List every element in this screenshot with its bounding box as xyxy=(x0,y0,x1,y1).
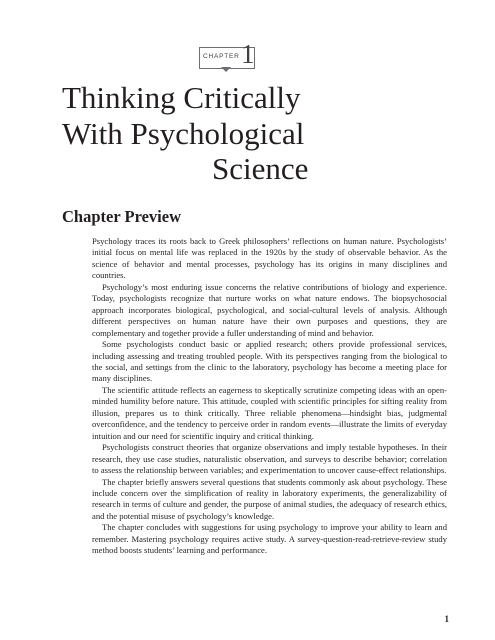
paragraph: Psychology’s most enduring issue concerns the relative contributions of biology and experience. Today, psychologists recognize that nurture works on what nature endows. The biopsychosocial approach incorporates biological, psychological, and social-cultural levels of analysis. Although different perspectives on human nature have their own purposes and questions, they are complementary and together provide a fuller understanding of mind and behavior. xyxy=(92,281,447,338)
paragraph: The scientific attitude reflects an eagerness to skeptically scrutinize competing ideas with an open-minded humility before nature. This attitude, coupled with scientific principles for sifting reality from illusion, prepares us to think critically. Three reliable phenomena—hindsight bias, judgmental overconfidence, and the tendency to perceive order in random events—illustrate the limits of everyday intuition and our need for scientific inquiry and critical thinking. xyxy=(92,384,447,441)
chapter-preview-body xyxy=(92,236,447,557)
chapter-tag xyxy=(199,39,257,71)
section-heading: Chapter Preview xyxy=(62,207,181,226)
paragraph: The chapter concludes with suggestions for using psychology to improve your ability to learn and remember. Mastering psychology requires active study. A survey-question-read-retrieve-review study method boosts students’ learning and performance. xyxy=(92,522,447,556)
chapter-title-line-1: Thinking Critically xyxy=(62,80,301,115)
page-number: 1 xyxy=(444,614,449,624)
paragraph: Psychologists construct theories that organize observations and imply testable hypotheses. In their research, they use case studies, naturalistic observation, and surveys to describe behavior; correlation to assess the relationship between variables; and experimentation to uncover cause-effect relationships. xyxy=(92,442,447,476)
paragraph: The chapter briefly answers several questions that students commonly ask about psychology. These include concern over the simplification of reality in laboratory experiments, the generalizability of research in terms of culture and gender, the purpose of animal studies, the adequacy of research ethics, and the potential misuse of psychology’s knowledge. xyxy=(92,476,447,521)
paragraph: Psychology traces its roots back to Greek philosophers’ reflections on human nature. Psychologists’ initial focus on mental life was replaced in the 1920s by the study of observable behavior. As the science of behavior and mental processes, psychology has its origins in many disciplines and countries. xyxy=(92,236,447,281)
paragraph: Some psychologists conduct basic or applied research; others provide professional services, including assessing and treating troubled people. With its perspectives ranging from the biological to the social, and settings from the clinic to the laboratory, psychology has become a meeting place for many disciplines. xyxy=(92,339,447,384)
chapter-tag-notch xyxy=(221,67,231,72)
chapter-title-line-3: Science xyxy=(212,151,309,186)
chapter-number: 1 xyxy=(241,39,255,69)
chapter-label: CHAPTER xyxy=(203,53,240,60)
chapter-title xyxy=(62,80,442,187)
chapter-title-line-2: With Psychological xyxy=(62,115,305,151)
